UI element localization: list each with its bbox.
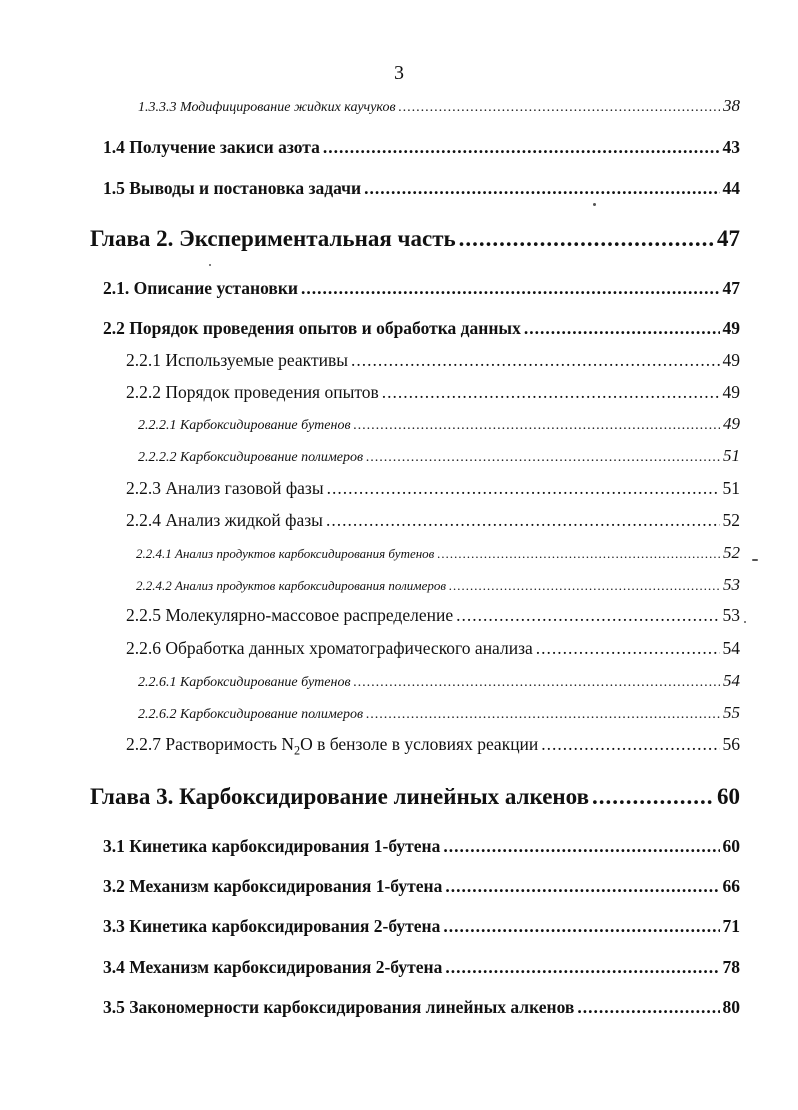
toc-entry-title: 3.3 Кинетика карбоксидирования 2-бутена	[103, 916, 441, 936]
toc-entry-page: 54	[722, 638, 740, 658]
toc-entry-2-1	[103, 278, 740, 299]
toc-entry-page: 47	[722, 278, 740, 298]
toc-entry-1-5	[103, 178, 740, 199]
dot-leader	[445, 957, 719, 978]
dot-leader	[354, 418, 720, 434]
page-number: 3	[394, 62, 404, 84]
dot-leader	[443, 836, 719, 857]
toc-entry-title: 2.2.4 Анализ жидкой фазы	[126, 510, 323, 530]
toc-entry-page: 53	[722, 605, 740, 625]
dot-leader	[351, 350, 720, 371]
toc-entry-title: 2.2.6.2 Карбоксидирование полимеров	[138, 707, 364, 722]
toc-entry-page: 80	[722, 997, 740, 1017]
toc-entry-2-2-6-2	[138, 703, 740, 723]
title-part: 2.2.7 Растворимость N	[126, 734, 294, 754]
dot-leader	[445, 876, 719, 897]
toc-entry-page: 54	[723, 671, 740, 690]
toc-entry-page: 49	[722, 350, 740, 370]
toc-entry-title: 2.1. Описание установки	[103, 278, 298, 298]
toc-chapter-2	[90, 226, 740, 252]
dot-leader	[382, 382, 720, 403]
dot-leader	[437, 546, 720, 562]
scan-speck	[752, 559, 758, 561]
title-part: O в бензоле в условиях реакции	[300, 734, 539, 754]
dot-leader	[577, 997, 719, 1018]
toc-entry-title: 3.5 Закономерности карбоксидирования линейных алкенов	[103, 997, 575, 1017]
dot-leader	[354, 675, 720, 691]
dot-leader	[536, 638, 720, 659]
toc-entry-title: 2.2.1 Используемые реактивы	[126, 350, 348, 370]
dot-leader	[366, 707, 720, 723]
toc-entry-2-2-2-1	[138, 414, 740, 434]
toc-entry-title: 2.2.4.2 Анализ продуктов карбоксидирования полимеров	[136, 578, 446, 593]
toc-entry-page: 60	[722, 836, 740, 856]
toc-entry-title: 2.2.4.1 Анализ продуктов карбоксидирования бутенов	[136, 546, 435, 561]
toc-entry-page: 52	[722, 510, 740, 530]
toc-entry-2-2-6	[126, 638, 740, 659]
toc-entry-page: 78	[722, 957, 740, 977]
toc-entry-title: 1.3.3.3 Модифицирование жидких каучуков	[138, 100, 396, 115]
dot-leader	[541, 734, 719, 755]
toc-entry-3-5	[103, 997, 740, 1018]
toc-entry-3-1	[103, 836, 740, 857]
toc-entry-2-2-2	[126, 382, 740, 403]
toc-entry-title: 2.2.2 Порядок проведения опытов	[126, 382, 379, 402]
toc-entry-page: 71	[722, 916, 740, 936]
toc-entry-2-2-3	[126, 478, 740, 499]
toc-entry-2-2-5	[126, 605, 740, 626]
toc-entry-title: 1.4 Получение закиси азота	[103, 137, 320, 157]
toc-entry-page: 60	[717, 784, 740, 809]
toc-entry-2-2-4-2	[136, 575, 740, 595]
toc-entry-page: 44	[722, 178, 740, 198]
toc-entry-title: 2.2 Порядок проведения опытов и обработка данных	[103, 318, 521, 338]
toc-entry-title: Глава 3. Карбоксидирование линейных алкенов	[90, 784, 590, 809]
toc-entry-page: 49	[722, 382, 740, 402]
toc-entry-page: 43	[722, 137, 740, 157]
toc-entry-title: 3.1 Кинетика карбоксидирования 1-бутена	[103, 836, 441, 856]
dot-leader	[449, 578, 720, 594]
toc-entry-3-4	[103, 957, 740, 978]
toc-entry-page: 47	[717, 226, 740, 251]
toc-entry-title: 2.2.6.1 Карбоксидирование бутенов	[138, 675, 351, 690]
dot-leader	[327, 478, 720, 499]
toc-entry-2-2-7	[126, 734, 740, 759]
toc-entry-title: 2.2.3 Анализ газовой фазы	[126, 478, 324, 498]
toc-entry-2-2-4	[126, 510, 740, 531]
dot-leader	[399, 100, 720, 116]
toc-entry-page: 38	[723, 96, 740, 115]
toc-entry-page: 51	[722, 478, 740, 498]
dot-leader	[459, 226, 714, 252]
toc-entry-2-2-4-1	[136, 543, 740, 563]
subscript: 2	[293, 743, 301, 758]
toc-entry-2-2-1	[126, 350, 740, 371]
dot-leader	[366, 450, 720, 466]
toc-chapter-3	[90, 784, 740, 810]
toc-entry-title: 2.2.2.2 Карбоксидирование полимеров	[138, 450, 364, 465]
toc-entry-page: 49	[723, 414, 740, 433]
toc-entry-3-2	[103, 876, 740, 897]
toc-entry-page: 51	[723, 446, 740, 465]
toc-entry-title: 3.2 Механизм карбоксидирования 1-бутена	[103, 876, 443, 896]
toc-entry-1-3-3-3	[138, 96, 740, 116]
toc-entry-page: 66	[722, 876, 740, 896]
dot-leader	[323, 137, 720, 158]
toc-entry-title: 1.5 Выводы и постановка задачи	[103, 178, 362, 198]
scan-speck	[209, 264, 211, 266]
dot-leader	[456, 605, 719, 626]
toc-entry-title: Глава 2. Экспериментальная часть	[90, 226, 456, 251]
toc-entry-page: 53	[723, 575, 740, 594]
toc-entry-page: 49	[722, 318, 740, 338]
scan-speck	[593, 203, 596, 206]
toc-entry-1-4	[103, 137, 740, 158]
scan-speck	[744, 621, 746, 623]
toc-entry-title: 3.4 Механизм карбоксидирования 2-бутена	[103, 957, 443, 977]
dot-leader	[524, 318, 720, 339]
toc-entry-title: 2.2.2.1 Карбоксидирование бутенов	[138, 418, 351, 433]
toc-entry-page: 52	[723, 543, 740, 562]
dot-leader	[301, 278, 720, 299]
toc-entry-3-3	[103, 916, 740, 937]
toc-entry-2-2-6-1	[138, 671, 740, 691]
toc-entry-title: 2.2.6 Обработка данных хроматографического анализа	[126, 638, 533, 658]
toc-entry-page: 55	[723, 703, 740, 722]
dot-leader	[443, 916, 719, 937]
dot-leader	[592, 784, 714, 810]
toc-entry-title	[126, 734, 538, 759]
toc-entry-title: 2.2.5 Молекулярно-массовое распределение	[126, 605, 454, 625]
toc-entry-2-2-2-2	[138, 446, 740, 466]
toc-entry-page: 56	[722, 734, 740, 754]
dot-leader	[364, 178, 719, 199]
toc-entry-2-2	[103, 318, 740, 339]
dot-leader	[326, 510, 720, 531]
